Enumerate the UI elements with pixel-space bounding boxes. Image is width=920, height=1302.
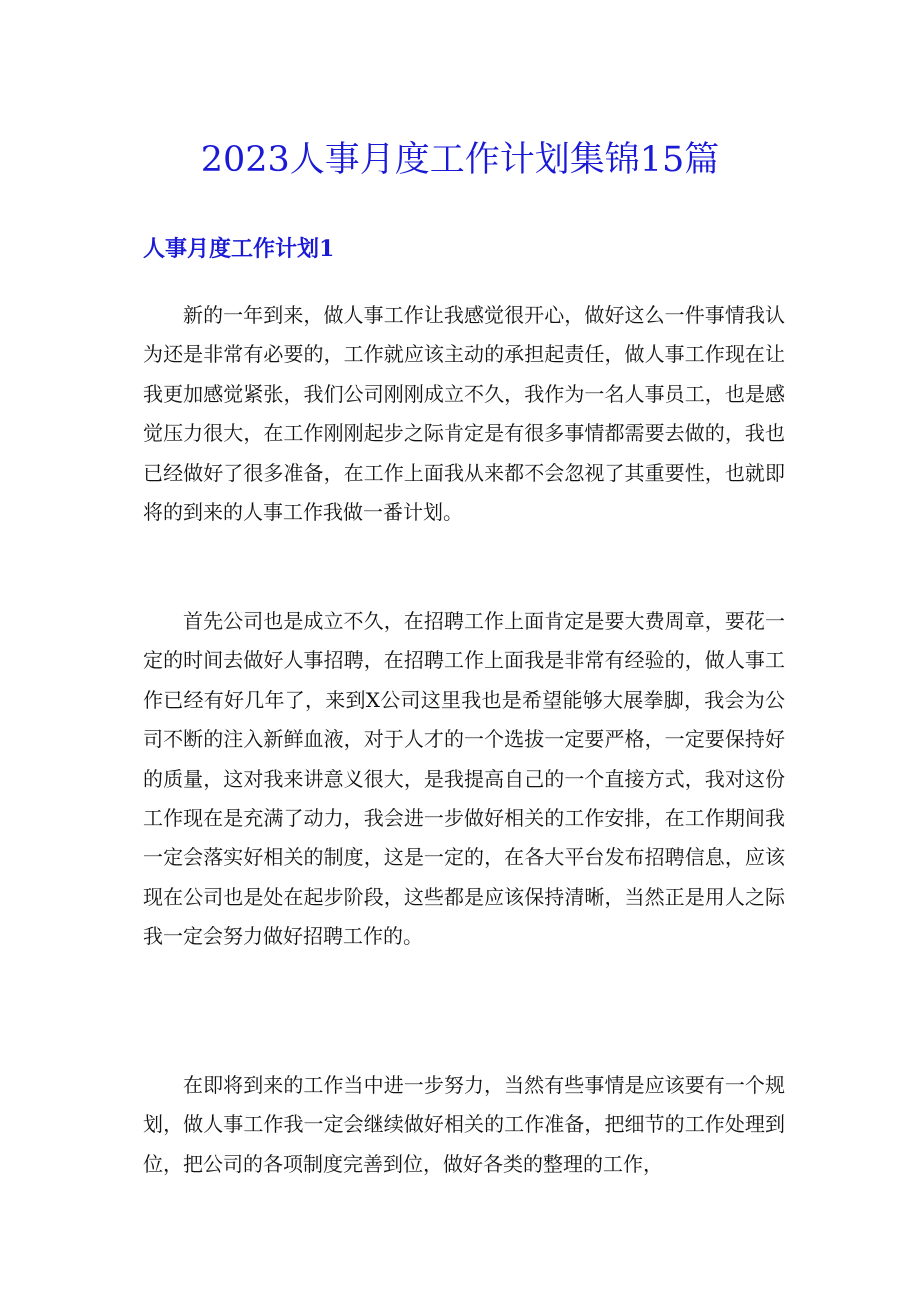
section-heading: 人事月度工作计划1 — [143, 236, 335, 262]
document-title: 2023人事月度工作计划集锦15篇 — [200, 140, 720, 180]
paragraph-2: 首先公司也是成立不久，在招聘工作上面肯定是要大费周章，要花一定的时间去做好人事招聘，在招聘工作上面我是非常有经验的，做人事工作已经有好几年了，来到X公司这里我也是希望能够大展拳脚，我会为公司不断的注入新鲜血液，对于人才的一个选拔一定要严格，一定要保持好的质量，这对我来讲意义很大，是我提高自己的一个直接方式，我对这份工作现在是充满了动力，我会进一步做好相关的工作安排，在工作期间我一定会落实好相关的制度，这是一定的，在各大平台发布招聘信息，应该现在公司也是处在起步阶段，这些都是应该保持清晰，当然正是用人之际我一定会努力做好招聘工作的。 — [143, 609, 785, 949]
paragraph-1: 新的一年到来，做人事工作让我感觉很开心，做好这么一件事情我认为还是非常有必要的，工作就应该主动的承担起责任，做人事工作现在让我更加感觉紧张，我们公司刚刚成立不久，我作为一名人事员工，也是感觉压力很大，在工作刚刚起步之际肯定是有很多事情都需要去做的，我也已经做好了很多准备，在工作上面我从来都不会忽视了其重要性，也就即将的到来的人事工作我做一番计划。 — [143, 303, 785, 525]
paragraph-3: 在即将到来的工作当中进一步努力，当然有些事情是应该要有一个规划，做人事工作我一定会继续做好相关的工作准备，把细节的工作处理到位，把公司的各项制度完善到位，做好各类的整理的工作， — [143, 1073, 785, 1176]
